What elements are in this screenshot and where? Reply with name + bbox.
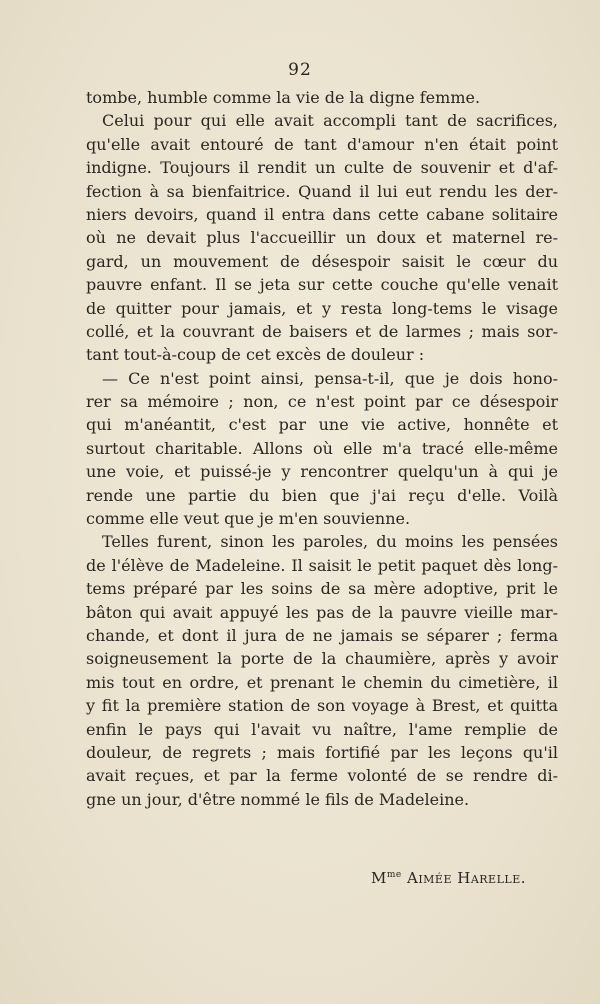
signature-name: Aimée Harelle. (406, 869, 526, 887)
text-line: une voie, et puissé-je y rencontrer quelqu'un à qui je (86, 462, 558, 482)
text-line: de l'élève de Madeleine. Il saisit le petit paquet dès long- (86, 555, 558, 575)
text-line: gard, un mouvement de désespoir saisit le cœur du (86, 251, 558, 271)
signature-title: M (370, 869, 387, 887)
text-line: indigne. Toujours il rendit un culte de souvenir et d'af- (86, 158, 558, 178)
text-line: rer sa mémoire ; non, ce n'est point par ce désespoir (86, 392, 558, 412)
text-line: — Ce n'est point ainsi, pensa-t-il, que je dois hono- (102, 368, 558, 388)
text-line: douleur, de regrets ; mais fortifié par les leçons qu'il (86, 742, 558, 762)
signature-title-sup: me (386, 870, 402, 880)
text-line: enfin le pays qui l'avait vu naître, l'ame remplie de (86, 719, 558, 739)
text-line: pauvre enfant. Il se jeta sur cette couche qu'elle venait (86, 275, 558, 295)
text-line: chande, et dont il jura de ne jamais se séparer ; ferma (86, 625, 558, 645)
text-line: soigneusement la porte de la chaumière, après y avoir (86, 649, 558, 669)
text-line: tombe, humble comme la vie de la digne femme. (86, 88, 481, 107)
text-line: niers devoirs, quand il entra dans cette cabane solitaire (86, 204, 558, 224)
text-line: qui m'anéantit, c'est par une vie active, honnête et (86, 415, 558, 435)
text-line: rende une partie du bien que j'ai reçu d'elle. Voilà (86, 485, 558, 505)
text-line: avait reçues, et par la ferme volonté de se rendre di- (86, 766, 558, 786)
text-line: qu'elle avait entouré de tant d'amour n'en était point (86, 134, 558, 154)
text-line: bâton qui avait appuyé les pas de la pauvre vieille mar- (86, 602, 558, 622)
text-line: tems préparé par les soins de sa mère adoptive, prit le (86, 579, 558, 599)
text-line: mis tout en ordre, et prenant le chemin du cimetière, il (86, 672, 558, 692)
text-line: fection à sa bienfaitrice. Quand il lui eut rendu les der- (86, 181, 558, 201)
text-line: tant tout-à-coup de cet excès de douleur : (86, 345, 425, 365)
text-line: collé, et la couvrant de baisers et de larmes ; mais sor- (86, 321, 558, 341)
page-number: 92 (288, 60, 312, 80)
text-line: gne un jour, d'être nommé le fils de Madeleine. (86, 789, 470, 809)
text-line: Telles furent, sinon les paroles, du moins les pensées (102, 532, 558, 552)
text-line: surtout charitable. Allons où elle m'a tracé elle-même (86, 438, 558, 458)
text-line: y fit la première station de son voyage à Brest, et quitta (86, 696, 558, 716)
author-signature (371, 869, 526, 887)
text-line: de quitter pour jamais, et y resta long-tems le visage (86, 298, 558, 318)
text-line: comme elle veut que je m'en souvienne. (86, 509, 411, 529)
text-line: où ne devait plus l'accueillir un doux et maternel re- (86, 228, 558, 248)
text-line: Celui pour qui elle avait accompli tant de sacrifices, (102, 111, 558, 131)
body-text (86, 86, 558, 811)
